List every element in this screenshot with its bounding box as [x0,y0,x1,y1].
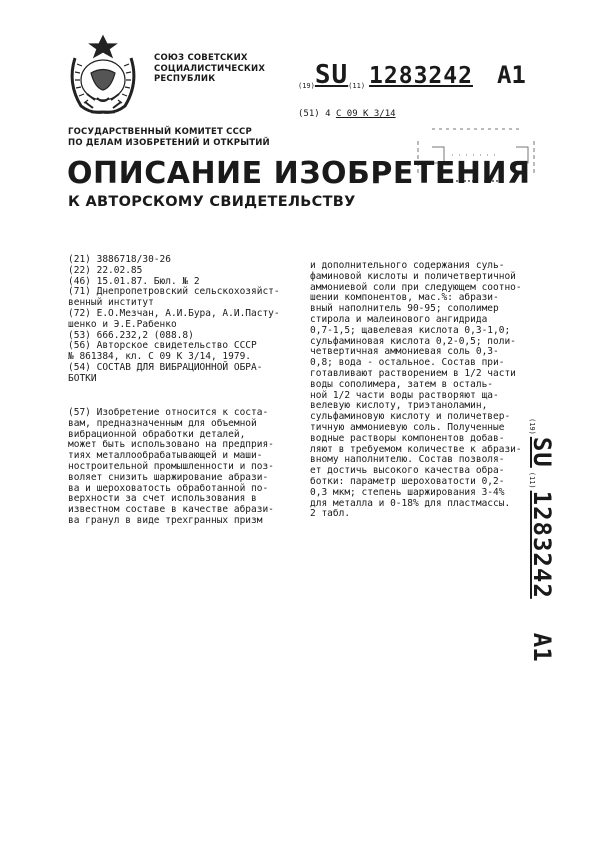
abstract-line: фаминовой кислоты и поличетвертичной [310,270,516,282]
biblio-line: БОТКИ [68,372,97,384]
committee-line: ПО ДЕЛАМ ИЗОБРЕТЕНИЙ И ОТКРЫТИЙ [68,137,270,148]
abstract-line: вному наполнителю. Состав позволя- [310,454,505,466]
abstract-left-column [68,408,298,527]
committee-name [68,127,270,148]
country-name-line: СОЮЗ СОВЕТСКИХ [154,53,248,63]
abstract-line: вный наполнитель 90-95; сополимер [310,303,499,315]
emblem [61,28,145,120]
side-number-prefix: (11) [528,471,536,489]
biblio-line: (46) 15.01.87. Бюл. № 2 [68,275,200,287]
side-country-code-prefix: (19) [528,418,536,435]
abstract-line: ной 1/2 части воды растворяют ща- [310,389,499,401]
abstract-line: (57) Изобретение относится к соста- [68,407,269,418]
abstract-right-column [310,261,525,520]
abstract-line: вам, предназначенным для объемной [68,417,257,429]
abstract-line: 0,8; вода - остальное. Состав при- [310,357,505,369]
abstract-line: велевую кислоту, триэтаноламин, [310,400,488,412]
ipc-classification [298,109,396,119]
biblio-line: (21) 3886718/30-26 [68,254,171,265]
patent-number: 1283242 [369,63,473,89]
side-country-code: SU [528,436,556,468]
abstract-line: готавливают растворением в 1/2 части [310,367,516,379]
bibliographic-data [68,255,298,385]
biblio-line: (22) 22.02.85 [68,264,143,276]
ipc-prefix: (51) 4 [298,109,331,119]
abstract-line: четвертичная аммониевая соль 0,3- [310,346,499,358]
biblio-line: (56) Авторское свидетельство СССР [68,340,257,352]
abstract-line: стирола и малеинового ангидрида [310,313,488,325]
abstract-line: ет достичь высокого качества обра- [310,465,505,477]
abstract-line: шении компонентов, мас.%: абрази- [310,292,499,304]
kind-code: A1 [496,61,526,89]
abstract-line: 0,7-1,5; щавелевая кислота 0,3-1,0; [310,324,511,336]
country-name-line: РЕСПУБЛИК [154,74,216,84]
abstract-line: ностроительной промышленности и поз- [68,460,274,472]
biblio-line: шенко и Э.Е.Рабенко [68,318,177,330]
publication-number [298,60,526,90]
abstract-line: воляет снизить шаржирование абрази- [68,471,269,483]
abstract-line: водные растворы компонентов добав- [310,432,505,444]
abstract-line: известном составе в качестве абрази- [68,504,274,516]
ipc-code: С 09 К 3/14 [335,109,396,119]
biblio-line: (72) Е.О.Мезчан, А.И.Бура, А.И.Пасту- [68,307,280,319]
biblio-line: (71) Днепропетровский сельскохозяйст- [68,286,280,298]
abstract-line: ботки: параметр шероховатости 0,2- [310,475,505,487]
document-title: ОПИСАНИЕ ИЗОБРЕТЕНИЯ [67,156,531,191]
abstract-line: и дополнительного содержания суль- [310,260,505,271]
abstract-line: сульфаминовую кислоту и поличетвер- [310,411,511,423]
abstract-line: ва и шероховатость обработанной по- [68,482,269,494]
country-code: SU [314,60,349,90]
biblio-line: (54) СОСТАВ ДЛЯ ВИБРАЦИОННОЙ ОБРА- [68,361,263,373]
committee-line: ГОСУДАРСТВЕННЫЙ КОМИТЕТ СССР [68,127,252,137]
document-subtitle: К АВТОРСКОМУ СВИДЕТЕЛЬСТВУ [68,194,356,210]
side-patent-number: 1283242 [528,490,556,599]
country-name [154,53,265,85]
abstract-line: воды сополимера, затем в осталь- [310,378,494,390]
abstract-line: аммониевой соли при следующем соотно- [310,281,522,293]
abstract-line: вибрационной обработки деталей, [68,428,246,440]
abstract-line: для металла и 0-18% для пластмассы. [310,497,511,509]
abstract-line: 0,3 мкм; степень шаржирования 3-4% [310,486,505,498]
biblio-line: (53) 666.232,2 (088.8) [68,329,194,341]
biblio-line: № 861384, кл. С 09 К 3/14, 1979. [68,351,252,363]
biblio-line: венный институт [68,297,154,309]
ussr-emblem-icon [61,28,145,120]
abstract-line: тичную аммониевую соль. Полученные [310,421,505,433]
abstract-line: может быть использовано на предприя- [68,439,274,451]
abstract-line: тиях металлообрабатывающей и маши- [68,450,263,462]
side-kind-code: A1 [528,632,556,662]
country-name-line: СОЦИАЛИСТИЧЕСКИХ [154,63,266,74]
side-publication-number [528,418,562,693]
abstract-line: ляют в требуемом количестве к абрази- [310,443,522,455]
abstract-line: 2 табл. [310,508,351,520]
abstract-line: верхности за счет использования в [68,493,257,505]
country-code-prefix: (19) [298,82,315,90]
abstract-line: ва гранул в виде трехгранных призм [68,514,263,526]
abstract-line: сульфаминовая кислота 0,2-0,5; поли- [310,335,516,347]
number-prefix: (11) [348,82,366,90]
